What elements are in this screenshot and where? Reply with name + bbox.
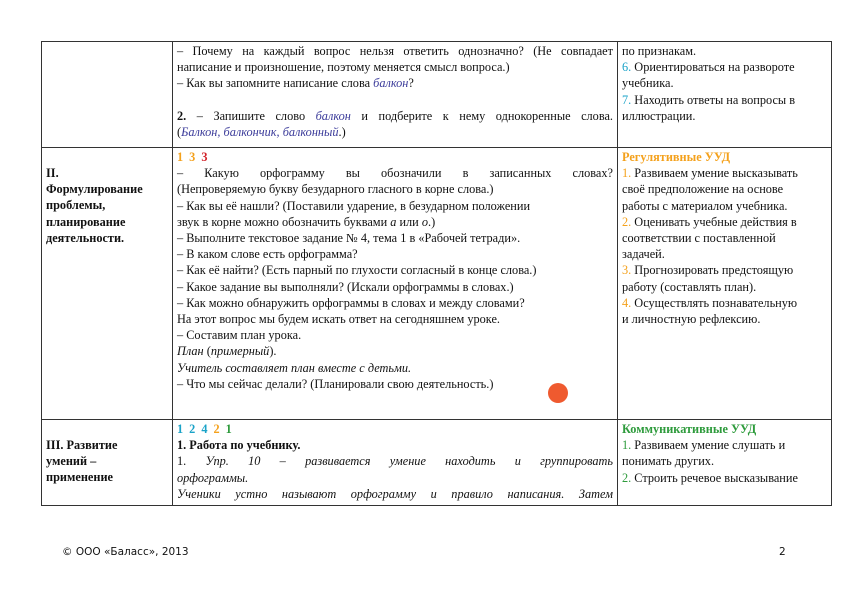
- text-line: 3. Прогнозировать предстоящую: [622, 263, 794, 278]
- text-line: и личностную рефлексию.: [622, 312, 761, 327]
- text-line: (Балкон, балкончик, балконный.): [177, 124, 346, 139]
- uud-cell: [618, 148, 832, 420]
- text-line: 6. Ориентироваться на развороте: [622, 60, 795, 75]
- uud-heading: Регулятивные УУД: [622, 150, 731, 164]
- text-line: по признакам.: [622, 44, 697, 58]
- text-line: 1. Развиваем умение слушать и: [622, 438, 786, 453]
- text-line: 1. Работа по учебнику.: [177, 438, 301, 453]
- text-line: – Как вы её нашли? (Поставили ударение, в безударном положении: [177, 198, 531, 213]
- page-number: 2: [779, 546, 786, 558]
- text-line: 1. Упр. 10 – развивается умение находить и группировать: [177, 454, 613, 469]
- text-line: написание и произношение, поэтому меняется смысл вопроса.): [177, 60, 510, 75]
- text-line: – Как можно обнаружить орфограммы в словах и между словами?: [177, 295, 525, 310]
- text-line: План (примерный).: [177, 344, 277, 359]
- table-row: [42, 148, 832, 420]
- text-line: – Как вы запомните написание слова балкон?: [177, 76, 414, 91]
- table-row: [42, 420, 832, 506]
- text-line: 7. Находить ответы на вопросы в: [622, 92, 796, 107]
- copyright-footer: © ООО «Баласс», 2013: [62, 546, 189, 558]
- color-markers: 1 2 4 2 1: [177, 422, 232, 436]
- text-line: – Что мы сейчас делали? (Планировали свою деятельность.): [177, 376, 494, 391]
- color-markers: 1 3 3: [177, 150, 208, 164]
- text-line: Ученики устно называют орфограмму и правило написания. Затем: [177, 486, 613, 501]
- uud-heading: Коммуникативные УУД: [622, 422, 757, 436]
- orange-dot-marker: [548, 383, 568, 403]
- text-line: 2. Строить речевое высказывание: [622, 470, 798, 485]
- text-line: – Какую орфограмму вы обозначили в записанных словах?: [177, 166, 613, 181]
- stage-cell: II. Формулирование проблемы, планирование деятельности.: [42, 148, 173, 420]
- text-line: – В каком слове есть орфограмма?: [177, 247, 358, 262]
- stage-cell: [42, 42, 173, 148]
- stage-cell: III. Развитие умений – применение: [42, 420, 173, 506]
- activity-cell: [173, 42, 618, 148]
- text-line: иллюстрации.: [622, 108, 696, 123]
- text-line: – Выполните текстовое задание № 4, тема 1 в «Рабочей тетради».: [177, 231, 521, 246]
- text-line: работу (составлять план).: [622, 279, 757, 294]
- activity-cell: [173, 420, 618, 506]
- text-line: На этот вопрос мы будем искать ответ на сегодняшнем уроке.: [177, 312, 501, 327]
- text-line: соответствии с поставленной: [622, 231, 776, 246]
- uud-cell: [618, 42, 832, 148]
- text-line: 1. Развиваем умение высказывать: [622, 166, 798, 181]
- text-line: работы с материалом учебника.: [622, 198, 788, 213]
- text-line: 2. Оценивать учебные действия в: [622, 214, 797, 229]
- text-line: звук в корне можно обозначить буквами а или о.): [177, 214, 436, 229]
- text-line: – Какое задание вы выполняли? (Искали орфограммы в словах.): [177, 279, 514, 294]
- highlighted-word: балкон: [315, 108, 351, 123]
- text-line: Учитель составляет план вместе с детьми.: [177, 360, 412, 375]
- highlighted-word: Балкон, балкончик, балконный: [181, 124, 339, 139]
- text-line: – Почему на каждый вопрос нельзя ответить однозначно? (Не совпадает: [177, 44, 613, 58]
- text-line: понимать других.: [622, 454, 715, 469]
- table-row: [42, 42, 832, 148]
- text-line: задачей.: [622, 247, 665, 262]
- text-line: учебника.: [622, 76, 674, 91]
- text-line: – Как её найти? (Есть парный по глухости согласный в конце слова.): [177, 263, 537, 278]
- text-line: орфограммы.: [177, 470, 249, 485]
- text-line: 4. Осуществлять познавательную: [622, 295, 798, 310]
- text-line: 2. – Запишите слово балкон и подберите к нему однокоренные слова.: [177, 108, 613, 123]
- activity-cell: [173, 148, 618, 420]
- text-line: (Непроверяемую букву безударного гласного в корне слова.): [177, 182, 494, 197]
- text-line: своё предположение на основе: [622, 182, 784, 197]
- text-line: – Составим план урока.: [177, 328, 302, 343]
- lesson-table: [41, 41, 832, 506]
- uud-cell: [618, 420, 832, 506]
- highlighted-word: балкон: [373, 76, 409, 91]
